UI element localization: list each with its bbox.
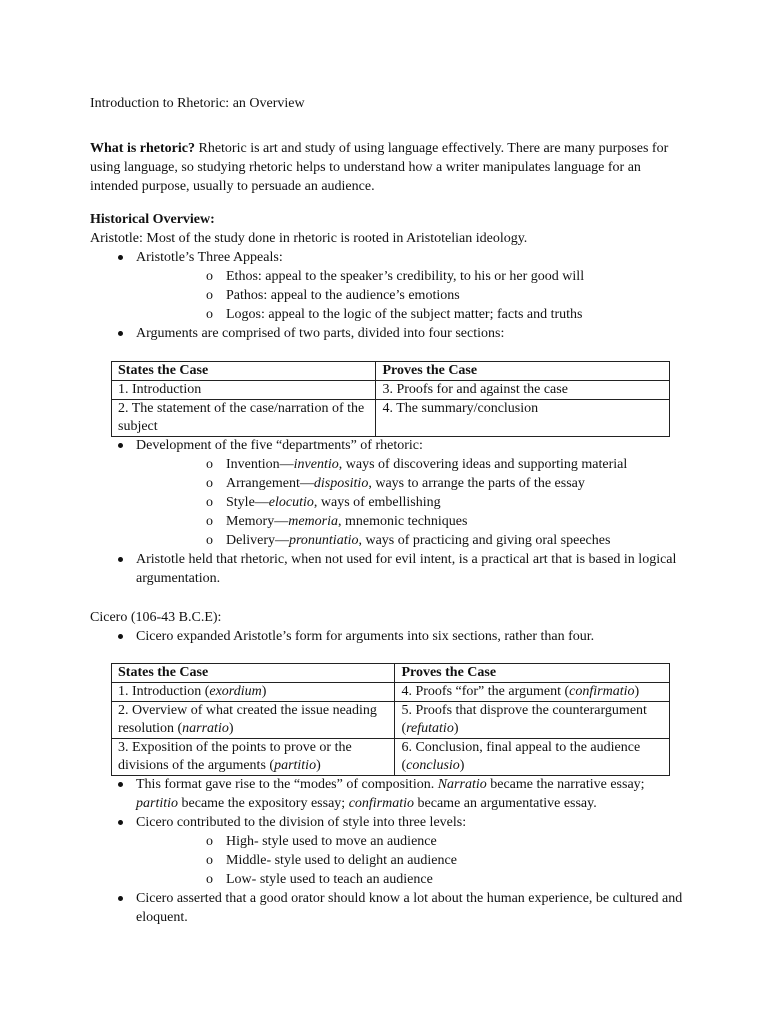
cicero-section [90,627,685,646]
list-item: o Invention—inventio, ways of discovering ideas and supporting material [136,455,685,474]
style-levels-list [136,832,685,889]
table-cell: 1. Introduction [112,381,376,400]
appeals-list [136,267,685,324]
table-cell: 6. Conclusion, final appeal to the audience (conclusio) [395,739,670,776]
list-item: o Style—elocutio, ways of embellishing [136,493,685,512]
table-header-row [112,664,670,683]
list-item: This format gave rise to the “modes” of composition. Narratio became the narrative essay; partitio became the expository essay; confirmatio became an argumentative essay. [90,775,685,813]
table-header-cell: Proves the Case [376,362,670,381]
cicero-contributions [90,775,685,927]
list-item [90,436,685,550]
list-item: o Arrangement—dispositio, ways to arrange the parts of the essay [136,474,685,493]
departments-list [136,455,685,550]
table-cell: 5. Proofs that disprove the counterargument (refutatio) [395,702,670,739]
table-cell: 3. Proofs for and against the case [376,381,670,400]
table-header-row [112,362,670,381]
list-item: Aristotle held that rhetoric, when not used for evil intent, is a practical art that is based in logical argumentation. [90,550,685,588]
table-cell: 1. Introduction (exordium) [112,683,395,702]
list-item: o Low- style used to teach an audience [136,870,685,889]
cicero-more-bullets [90,775,685,927]
table-row [112,702,670,739]
list-item: o Memory—memoria, mnemonic techniques [136,512,685,531]
aristotle-section [90,248,685,343]
list-item [90,248,685,324]
list-item: Arguments are comprised of two parts, divided into four sections: [90,324,685,343]
list-item: o Pathos: appeal to the audience’s emotions [136,286,685,305]
list-item: o Logos: appeal to the logic of the subject matter; facts and truths [136,305,685,324]
page-title: Introduction to Rhetoric: an Overview [90,96,305,111]
table-header-cell: States the Case [112,362,376,381]
table-row [112,400,670,437]
departments-bullets [90,436,685,588]
intro-paragraph [90,139,685,196]
table-cell: 2. The statement of the case/narration of the subject [112,400,376,437]
table-row [112,739,670,776]
table-cell: 4. Proofs “for” the argument (confirmatio) [395,683,670,702]
intro-heading: What is rhetoric? [90,141,195,156]
historical-heading: Historical Overview: [90,212,215,227]
table-cell: 2. Overview of what created the issue neading resolution (narratio) [112,702,395,739]
aristotle-line: Aristotle: Most of the study done in rhetoric is rooted in Aristotelian ideology. [90,231,528,246]
appeals-label: Aristotle’s Three Appeals: [136,250,283,265]
list-item: o Delivery—pronuntiatio, ways of practicing and giving oral speeches [136,531,685,550]
table-row [112,683,670,702]
intro-text: Rhetoric is art and study of using language effectively. There are many purposes for using language, so studying rhetoric helps to understand how a writer manipulates language for an intended purpose, usually to persuade an audience. [90,141,669,194]
cicero-bullets [90,627,685,646]
style-label: Cicero contributed to the division of style into three levels: [136,815,467,830]
table-cell: 3. Exposition of the points to prove or the divisions of the arguments (partitio) [112,739,395,776]
list-item [90,813,685,889]
list-item: o Ethos: appeal to the speaker’s credibility, to his or her good will [136,267,685,286]
table-row [112,381,670,400]
aristotle-bullets [90,248,685,343]
departments-label: Development of the five “departments” of rhetoric: [136,438,423,453]
table-cell: 4. The summary/conclusion [376,400,670,437]
table-header-cell: Proves the Case [395,664,670,683]
list-item: o Middle- style used to delight an audience [136,851,685,870]
departments-section [90,436,685,588]
aristotle-sections-table [111,361,670,437]
table-header-cell: States the Case [112,664,395,683]
list-item: Cicero asserted that a good orator should know a lot about the human experience, be cultured and eloquent. [90,889,685,927]
list-item: Cicero expanded Aristotle’s form for arguments into six sections, rather than four. [90,627,685,646]
cicero-sections-table [111,663,670,776]
cicero-heading: Cicero (106-43 B.C.E): [90,610,222,625]
list-item: o High- style used to move an audience [136,832,685,851]
